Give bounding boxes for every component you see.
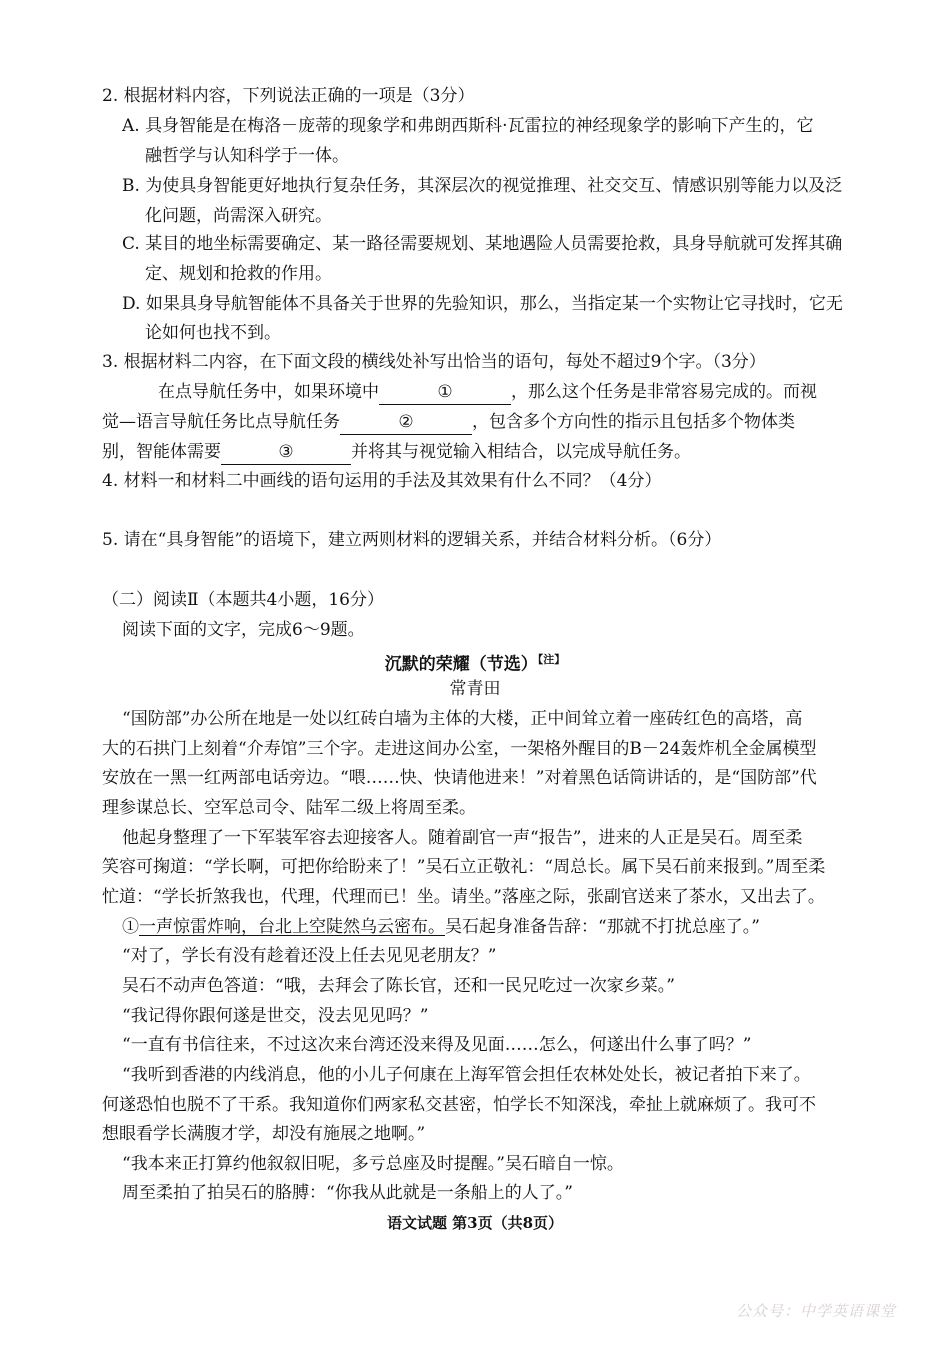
story-p1-line2: 大的石拱门上刻着“介寿馆”三个字。走进这间办公室，一架格外醒目的B－24轰炸机全金属模型 bbox=[102, 739, 817, 759]
story-p3-mark: ① bbox=[122, 917, 139, 937]
story-p6: “我记得你跟何遂是世交，没去见见吗？” bbox=[122, 1006, 429, 1026]
story-p1-line1: “国防部”办公所在地是一处以红砖白墙为主体的大楼，正中间耸立着一座砖红色的高塔，高 bbox=[122, 709, 803, 729]
q3-text-2b: ，包含多个方向性的指示且包括多个物体类 bbox=[472, 412, 795, 432]
q3-blank-1: ① bbox=[379, 380, 511, 405]
q3-passage-line1 bbox=[158, 380, 817, 405]
q3-text-1b: ，那么这个任务是非常容易完成的。而视 bbox=[511, 382, 817, 402]
story-title bbox=[0, 648, 950, 677]
q3-blank-3: ③ bbox=[221, 440, 351, 465]
story-p2-line3: 忙道：“学长折煞我也，代理，代理而已！坐。请坐。”落座之际，张副官送来了茶水，又出去了。 bbox=[102, 887, 825, 907]
story-title-note: 【注】 bbox=[537, 653, 566, 666]
q3-passage-line2 bbox=[102, 410, 795, 435]
story-p2-line2: 笑容可掬道：“学长啊，可把你给盼来了！”吴石立正敬礼：“周总长。属下吴石前来报到。”周至柔 bbox=[102, 857, 826, 877]
q2-option-a-line1: A. 具身智能是在梅洛－庞蒂的现象学和弗朗西斯科·瓦雷拉的神经现象学的影响下产生的，它 bbox=[122, 116, 814, 136]
q4-stem: 4. 材料一和材料二中画线的语句运用的手法及其效果有什么不同？（4分） bbox=[102, 471, 662, 491]
story-p1-line3: 安放在一黑一红两部电话旁边。“喂……快、快请他进来！”对着黑色话筒讲话的，是“国防部”代 bbox=[102, 768, 817, 788]
section-heading: （二）阅读Ⅱ（本题共4小题，16分） bbox=[102, 590, 385, 610]
q2-option-c-line1: C. 某目的地坐标需要确定、某一路径需要规划、某地遇险人员需要抢救，具身导航就可发挥其确 bbox=[122, 234, 843, 254]
story-p2-line1: 他起身整理了一下军装军容去迎接客人。随着副官一声“报告”，进来的人正是吴石。周至柔 bbox=[122, 828, 803, 848]
q2-option-d-line1: D. 如果具身导航智能体不具备关于世界的先验知识，那么，当指定某一个实物让它寻找时，它无 bbox=[122, 294, 843, 314]
section-instruction: 阅读下面的文字，完成6～9题。 bbox=[122, 620, 365, 640]
q2-option-a-line2: 融哲学与认知科学于一体。 bbox=[145, 146, 349, 166]
story-p9: “我本来正打算约他叙叙旧呢，多亏总座及时提醒。”吴石暗自一惊。 bbox=[122, 1154, 624, 1174]
q3-passage-line3 bbox=[102, 440, 691, 465]
story-p3-rest: 吴石起身准备告辞：“那就不打扰总座了。” bbox=[445, 917, 760, 937]
q2-option-b-line1: B. 为使具身智能更好地执行复杂任务，其深层次的视觉推理、社交交互、情感识别等能力以及泛 bbox=[122, 176, 843, 196]
q3-text-3a: 别，智能体需要 bbox=[102, 442, 221, 462]
q2-option-b-line2: 化问题，尚需深入研究。 bbox=[145, 206, 332, 226]
q3-text-2a: 觉—语言导航任务比点导航任务 bbox=[102, 412, 340, 432]
story-p5: 吴石不动声色答道：“哦，去拜会了陈长官，还和一民兄吃过一次家乡菜。” bbox=[122, 976, 675, 996]
story-p10: 周至柔拍了拍吴石的胳膊：“你我从此就是一条船上的人了。” bbox=[122, 1183, 573, 1203]
story-p1-line4: 理参谋总长、空军总司令、陆军二级上将周至柔。 bbox=[102, 798, 476, 818]
q2-stem: 2. 根据材料内容，下列说法正确的一项是（3分） bbox=[102, 86, 475, 106]
q5-stem: 5. 请在“具身智能”的语境下，建立两则材料的逻辑关系，并结合材料分析。（6分） bbox=[102, 530, 722, 550]
story-p8-line2: 何遂恐怕也脱不了干系。我知道你们两家私交甚密，怕学长不知深浅，牵扯上就麻烦了。我可不 bbox=[102, 1095, 816, 1115]
q3-stem: 3. 根据材料二内容，在下面文段的横线处补写出恰当的语句，每处不超过9个字。（3分） bbox=[102, 352, 766, 372]
story-p4: “对了，学长有没有趁着还没上任去见见老朋友？” bbox=[122, 946, 497, 966]
watermark: 公众号：中学英语课堂 bbox=[735, 1302, 896, 1320]
q3-blank-2: ② bbox=[340, 410, 472, 435]
q2-option-d-line2: 论如何也找不到。 bbox=[145, 323, 281, 343]
q3-text-3b: 并将其与视觉输入相结合，以完成导航任务。 bbox=[351, 442, 691, 462]
story-p3-underlined: 一声惊雷炸响，台北上空陡然乌云密布。 bbox=[139, 917, 445, 937]
story-p7: “一直有书信往来，不过这次来台湾还没来得及见面……怎么，何遂出什么事了吗？” bbox=[122, 1035, 752, 1055]
q2-option-c-line2: 定、规划和抢救的作用。 bbox=[145, 264, 332, 284]
page-footer: 语文试题 第3页（共8页） bbox=[386, 1214, 564, 1232]
q3-text-1a: 在点导航任务中，如果环境中 bbox=[158, 382, 379, 402]
story-p8-line3: 想眼看学长满腹才学，却没有施展之地啊。” bbox=[102, 1124, 426, 1144]
story-p8-line1: “我听到香港的内线消息，他的小儿子何康在上海军管会担任农林处处长，被记者拍下来了。 bbox=[122, 1065, 811, 1085]
story-p3 bbox=[122, 915, 760, 939]
story-author: 常青田 bbox=[449, 679, 501, 699]
story-title-text: 沉默的荣耀（节选） bbox=[384, 654, 538, 675]
